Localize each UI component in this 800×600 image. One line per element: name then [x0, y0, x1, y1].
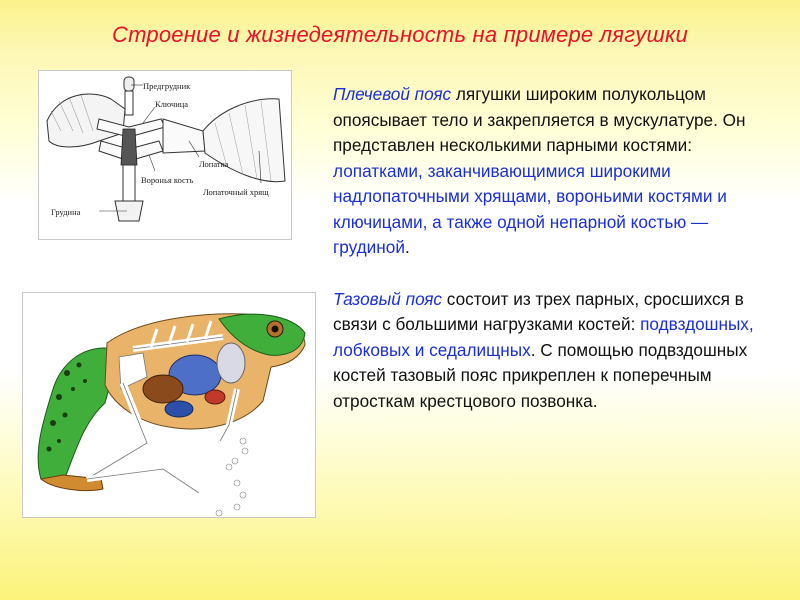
frog-drawing — [23, 293, 315, 517]
label-voronya-kost: Воронья кость — [141, 175, 194, 185]
frog-anatomy-illustration — [22, 292, 316, 518]
paragraph-pelvic-girdle — [333, 287, 783, 415]
paragraph2-bones: подвздошных, лобковых и седалищных — [333, 314, 754, 360]
label-klyuchitsa: Ключица — [155, 99, 189, 109]
paragraph1-text: лягушки широким полукольцом опоясывает тело и закрепляется в мускулатуре. Он представлен несколькими парными костями: — [333, 84, 746, 155]
term-shoulder-girdle: Плечевой пояс — [333, 84, 452, 104]
slide-title: Строение и жизнедеятельность на примере лягушки — [112, 22, 688, 47]
paragraph2-text-end: . С помощью подвздошных костей тазовый пояс прикреплен к поперечным отросткам крестцового позвонка. — [333, 339, 748, 411]
paragraph-shoulder-girdle — [333, 82, 783, 261]
shoulder-girdle-diagram — [38, 70, 292, 240]
description-text — [333, 82, 783, 414]
label-lopatochny-khryashch: Лопаточный хрящ — [203, 187, 269, 197]
term-pelvic-girdle: Тазовый пояс — [333, 288, 443, 309]
label-lopatka: Лопатка — [199, 159, 229, 169]
shoulder-girdle-drawing — [39, 71, 291, 239]
label-grudina: Грудина — [51, 207, 81, 217]
paragraph2-text: состоит из трех парных, сросшихся в связи с большими нагрузками костей: — [333, 288, 744, 334]
paragraph1-bones: лопатками, заканчивающимися широкими надлопаточными хрящами, вороньими костями и ключицами, а также одной непарной костью — грудиной — [333, 160, 727, 257]
paragraph1-end: . — [404, 237, 410, 257]
label-predgrudnik: Предгрудник — [143, 81, 191, 91]
